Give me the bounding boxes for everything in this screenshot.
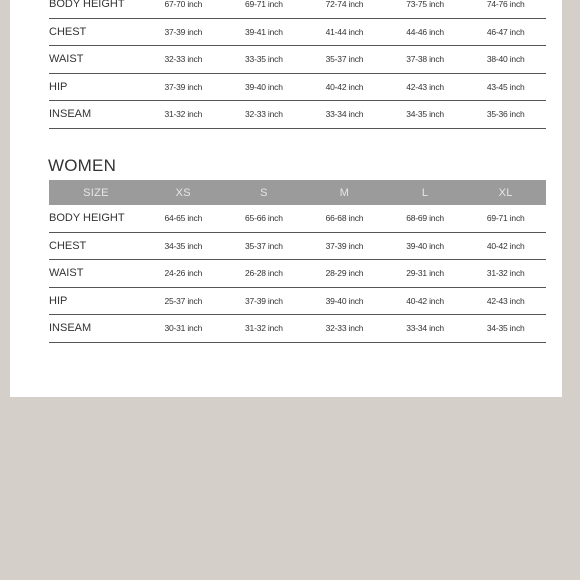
table-cell: 44-46 inch (406, 26, 444, 37)
column-header: M (304, 180, 385, 205)
table-cell: 68-69 inch (406, 213, 444, 224)
table-cell: 34-35 inch (406, 109, 444, 120)
table-cell: 39-40 inch (406, 240, 444, 251)
table-cell: 72-74 inch (325, 0, 364, 10)
table-cell: 69-71 inch (245, 0, 283, 10)
table-cell: 42-43 inch (406, 81, 444, 92)
table-cell: 69-71 inch (486, 213, 525, 224)
table-row (49, 0, 546, 18)
table-cell: 67-70 inch (164, 0, 203, 10)
table-cell: 37-39 inch (164, 81, 203, 92)
row-label: HIP (49, 294, 68, 307)
table-row (49, 46, 546, 74)
column-header: S (224, 180, 305, 205)
table-cell: 40-42 inch (406, 295, 444, 306)
table-row (49, 18, 546, 46)
row-label: WAIST (49, 53, 84, 66)
column-header: XS (143, 180, 224, 205)
table-cell: 37-39 inch (245, 295, 283, 306)
table-cell: 42-43 inch (486, 295, 525, 306)
column-header: XL (465, 180, 546, 205)
column-header: L (385, 180, 466, 205)
table-cell: 74-76 inch (486, 0, 525, 10)
table-cell: 30-31 inch (164, 323, 203, 334)
table-cell: 37-38 inch (406, 54, 444, 65)
table-cell: 46-47 inch (486, 26, 525, 37)
table-cell: 31-32 inch (164, 109, 203, 120)
women-size-table (49, 180, 546, 343)
table-cell: 34-35 inch (164, 240, 203, 251)
row-label: BODY HEIGHT (49, 212, 125, 225)
table-cell: 32-33 inch (164, 54, 203, 65)
table-cell: 66-68 inch (325, 213, 364, 224)
table-cell: 41-44 inch (325, 26, 364, 37)
table-cell: 31-32 inch (486, 268, 525, 279)
table-cell: 31-32 inch (245, 323, 283, 334)
row-label: INSEAM (49, 322, 92, 335)
table-cell: 37-39 inch (325, 240, 364, 251)
table-cell: 35-37 inch (245, 240, 283, 251)
table-cell: 35-37 inch (325, 54, 364, 65)
table-cell: 37-39 inch (164, 26, 203, 37)
men-size-table (49, 0, 546, 129)
row-label: BODY HEIGHT (49, 0, 125, 11)
table-row (49, 101, 546, 129)
table-cell: 33-35 inch (245, 54, 283, 65)
table-cell: 24-26 inch (164, 268, 203, 279)
table-cell: 39-40 inch (325, 295, 364, 306)
table-cell: 64-65 inch (164, 213, 203, 224)
table-row (49, 287, 546, 315)
row-label: WAIST (49, 267, 84, 280)
table-cell: 33-34 inch (325, 109, 364, 120)
table-cell: 39-40 inch (245, 81, 283, 92)
table-cell: 26-28 inch (245, 268, 283, 279)
row-label: INSEAM (49, 108, 92, 121)
table-cell: 35-36 inch (486, 109, 525, 120)
row-label: CHEST (49, 25, 87, 38)
table-cell: 39-41 inch (245, 26, 283, 37)
table-cell: 73-75 inch (406, 0, 444, 10)
table-cell: 43-45 inch (486, 81, 525, 92)
table-cell: 34-35 inch (486, 323, 525, 334)
table-cell: 32-33 inch (325, 323, 364, 334)
table-row (49, 260, 546, 288)
table-cell: 33-34 inch (406, 323, 444, 334)
table-cell: 25-37 inch (164, 295, 203, 306)
row-label: HIP (49, 80, 68, 93)
size-chart-card (10, 0, 562, 397)
women-section-title: WOMEN (48, 156, 117, 175)
table-row (49, 315, 546, 343)
table-row (49, 73, 546, 101)
row-label: CHEST (49, 239, 87, 252)
table-cell: 65-66 inch (245, 213, 283, 224)
table-cell: 40-42 inch (486, 240, 525, 251)
table-cell: 32-33 inch (245, 109, 283, 120)
table-header-row (49, 180, 546, 205)
table-row (49, 205, 546, 232)
table-cell: 38-40 inch (486, 54, 525, 65)
table-cell: 40-42 inch (325, 81, 364, 92)
table-cell: 28-29 inch (325, 268, 364, 279)
column-header: SIZE (49, 180, 143, 205)
table-row (49, 232, 546, 260)
table-cell: 29-31 inch (406, 268, 444, 279)
